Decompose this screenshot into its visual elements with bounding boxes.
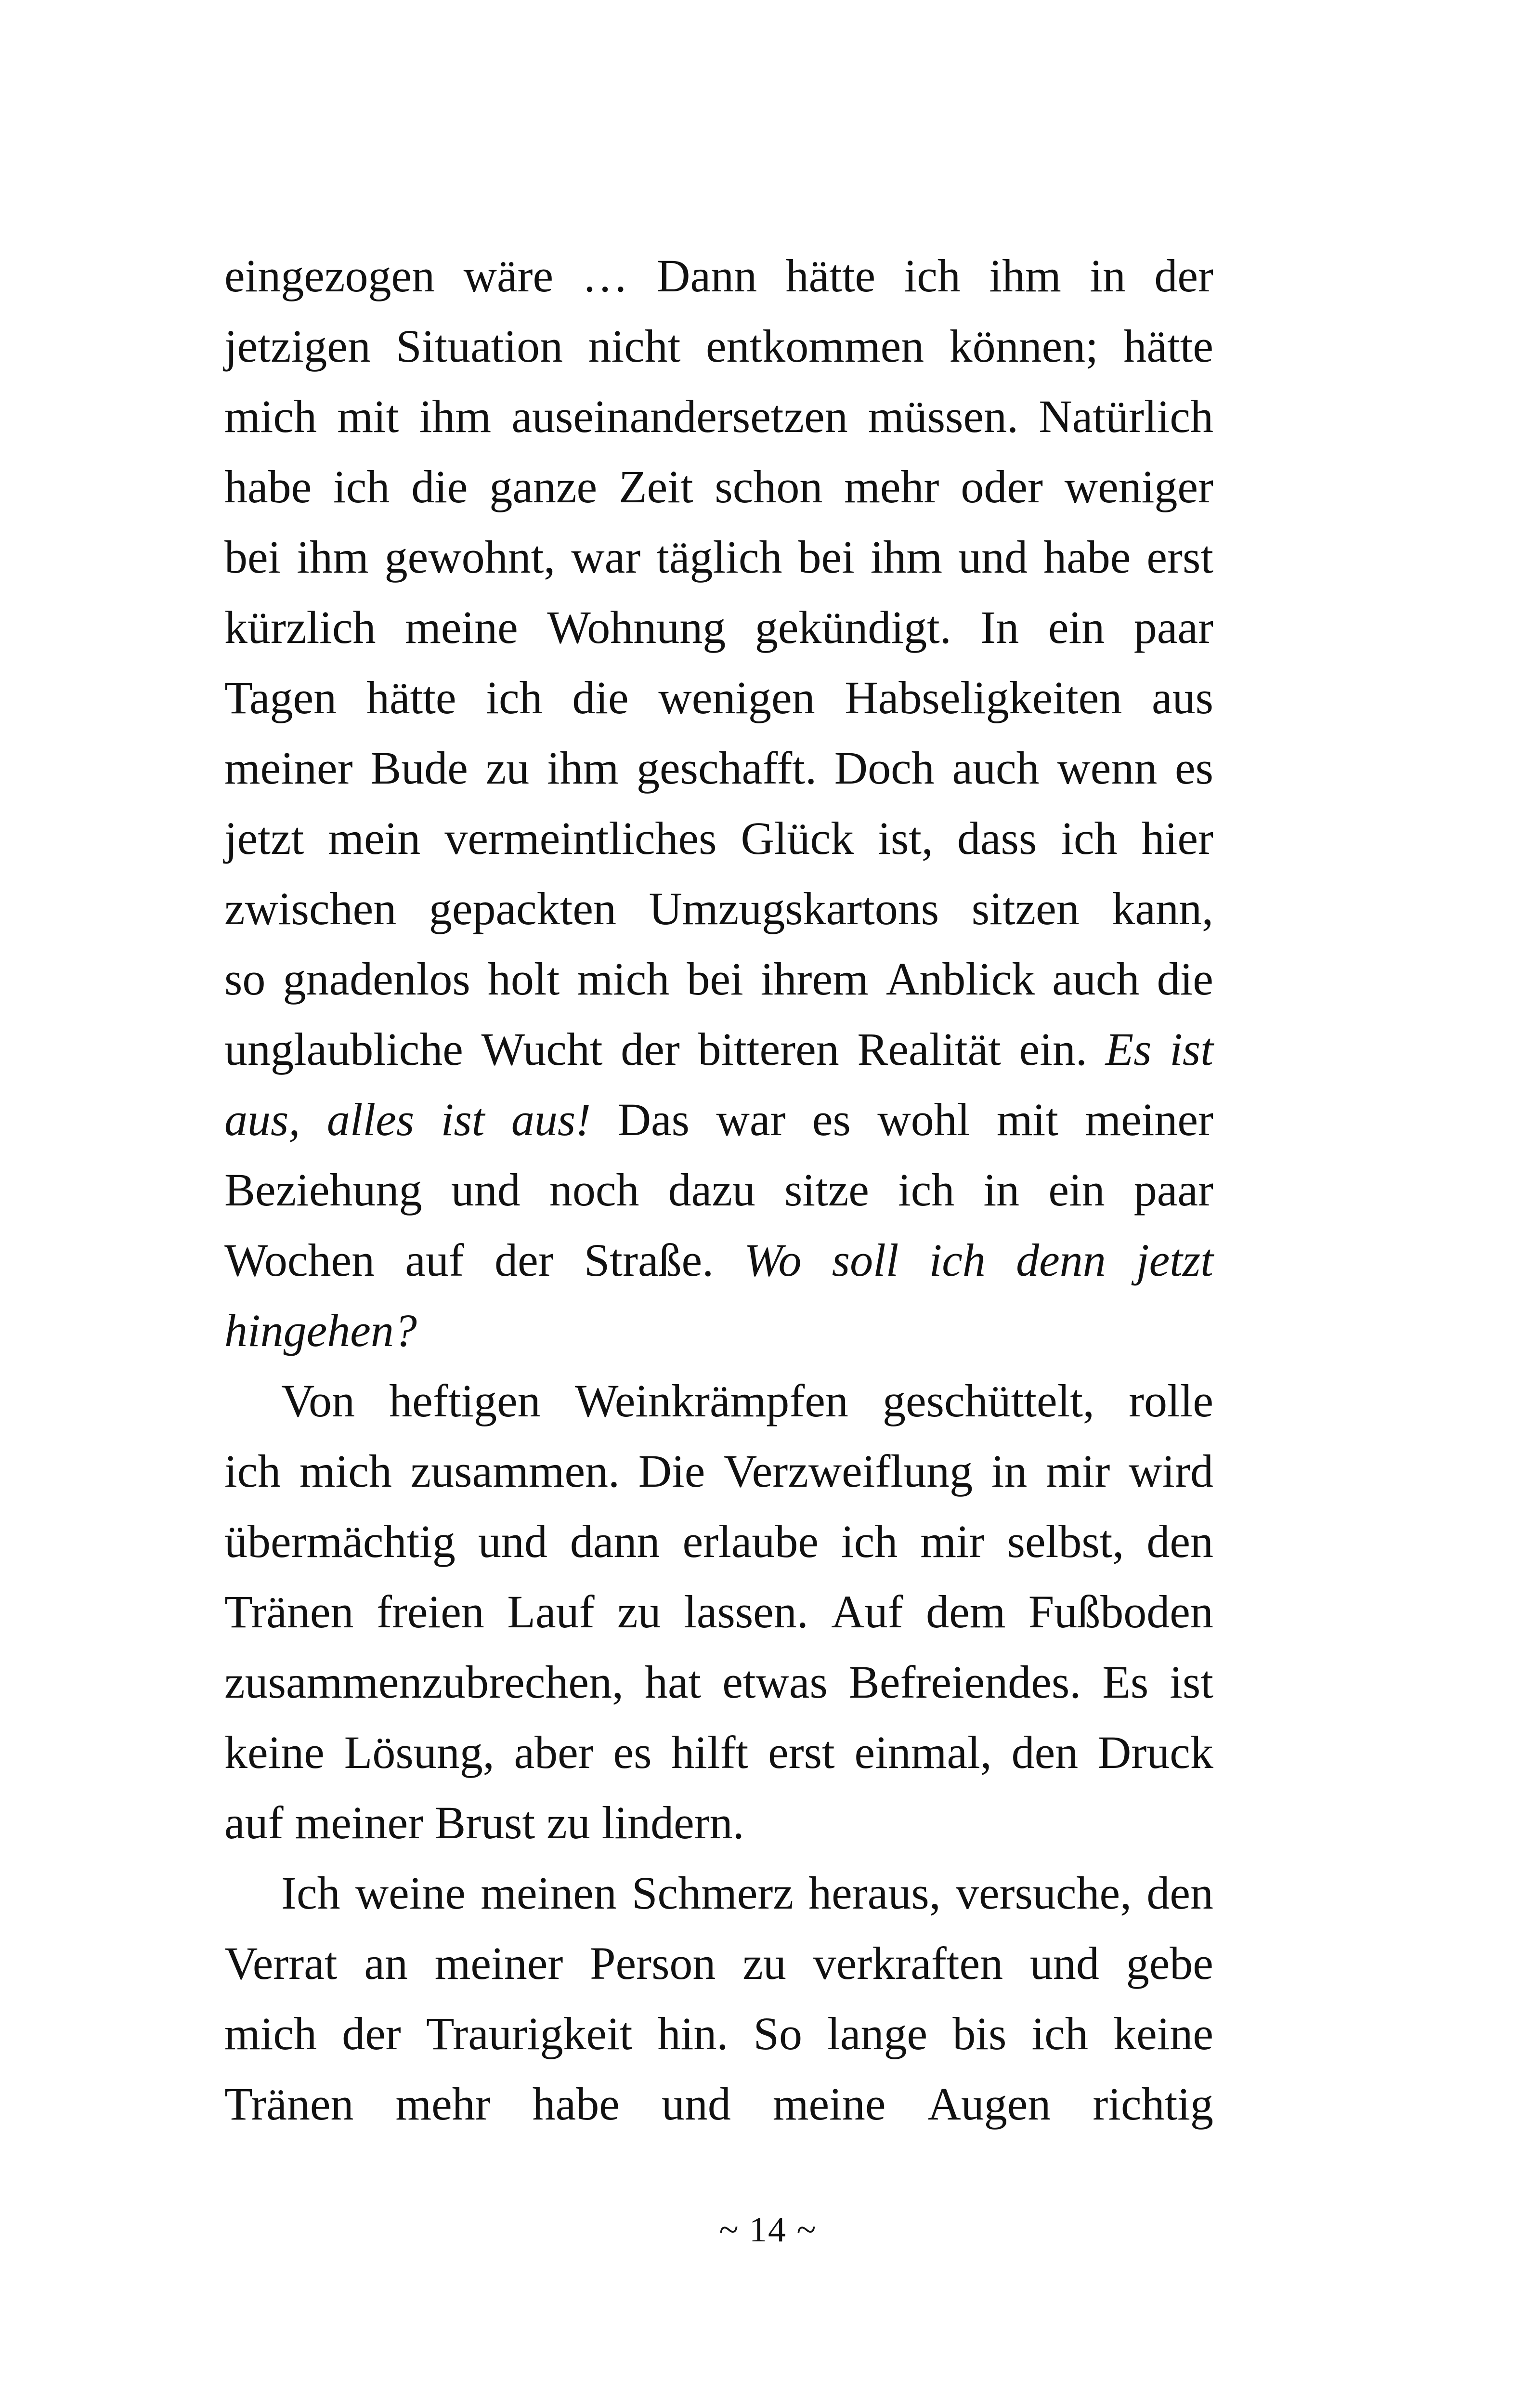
word: heraus,	[808, 1867, 941, 1919]
word: In	[980, 602, 1019, 653]
word: Doch	[834, 742, 935, 794]
word: hat	[644, 1656, 702, 1708]
word: hätte	[785, 250, 876, 301]
word: jetzt	[224, 812, 304, 864]
text-line	[224, 1085, 1213, 1155]
word: ich	[841, 1516, 898, 1567]
word: Habseligkeiten	[845, 672, 1122, 723]
word: auch	[952, 742, 1040, 794]
word: geschafft.	[637, 742, 817, 794]
word: richtig	[1093, 2078, 1213, 2130]
word: mir	[920, 1516, 985, 1567]
word: in	[1090, 250, 1126, 301]
word: oder	[961, 461, 1043, 512]
word: erst	[768, 1727, 835, 1778]
word: verkraften	[813, 1937, 1003, 1989]
word: paar	[1133, 1164, 1213, 1216]
word: der	[342, 2008, 401, 2059]
word: Glück	[741, 812, 854, 864]
word: ihm	[419, 391, 492, 442]
word: ihm	[989, 250, 1061, 301]
word: selbst,	[1007, 1516, 1124, 1567]
word: mir	[1046, 1445, 1110, 1497]
word: es	[812, 1094, 851, 1145]
italic-word: aus,	[224, 1094, 300, 1145]
word: mit	[996, 1094, 1058, 1145]
word: …	[582, 250, 628, 301]
text-line	[224, 1788, 1213, 1858]
text-line	[224, 944, 1213, 1014]
word: meinen	[481, 1867, 617, 1919]
word: weniger	[1064, 461, 1213, 512]
word: ist	[1170, 1656, 1213, 1708]
word: gewohnt,	[384, 531, 556, 583]
word: erst	[1146, 531, 1213, 583]
word: die	[1157, 953, 1213, 1005]
word: Tränen	[224, 1586, 354, 1637]
text-line	[224, 1296, 1213, 1366]
word: keine	[1113, 2008, 1213, 2059]
word: Natürlich	[1039, 391, 1213, 442]
italic-text: hingehen?	[224, 1305, 417, 1356]
word: heftigen	[389, 1375, 541, 1426]
word: wenigen	[658, 672, 815, 723]
text-line	[224, 241, 1213, 311]
word: sitze	[784, 1164, 869, 1216]
word: Tagen	[224, 672, 337, 723]
word: Weinkrämpfen	[574, 1375, 848, 1426]
word: gepackten	[429, 883, 616, 934]
word: es	[613, 1727, 652, 1778]
text-line	[224, 874, 1213, 944]
text-line	[224, 1577, 1213, 1647]
word: war	[716, 1094, 786, 1145]
word: Umzugskartons	[649, 883, 939, 934]
word: in	[991, 1445, 1028, 1497]
word: einmal,	[854, 1727, 992, 1778]
body-text	[224, 241, 1213, 2139]
word: meiner	[434, 1937, 563, 1989]
word: auseinandersetzen	[511, 391, 848, 442]
word: Befreiendes.	[848, 1656, 1081, 1708]
word: Wohnung	[547, 602, 726, 653]
word: Von	[281, 1375, 355, 1426]
word: es	[1175, 742, 1213, 794]
word: gebe	[1126, 1937, 1213, 1989]
word: lassen.	[684, 1586, 808, 1637]
word: holt	[487, 953, 560, 1005]
word: Bude	[370, 742, 468, 794]
word: Situation	[396, 320, 563, 372]
word: lange	[827, 2008, 928, 2059]
word: dass	[957, 812, 1037, 864]
italic-word: ist	[1170, 1023, 1213, 1075]
word: die	[572, 672, 629, 723]
word: zusammenzubrechen,	[224, 1656, 624, 1708]
word: Dann	[657, 250, 757, 301]
word: der	[495, 1234, 554, 1286]
word: Straße.	[584, 1234, 714, 1286]
italic-word: denn	[1016, 1234, 1106, 1286]
word: dann	[570, 1516, 660, 1567]
word: So	[753, 2008, 802, 2059]
word: meiner	[224, 742, 353, 794]
word: dem	[926, 1586, 1006, 1637]
word: Augen	[927, 2078, 1051, 2130]
italic-word: aus!	[511, 1094, 591, 1145]
paragraph	[224, 1366, 1213, 1858]
word: zu	[485, 742, 530, 794]
word: Person	[590, 1937, 716, 1989]
word: sitzen	[971, 883, 1080, 934]
text-line	[224, 1014, 1213, 1085]
italic-word: ist	[441, 1094, 485, 1145]
text-line	[224, 663, 1213, 733]
word: dazu	[668, 1164, 755, 1216]
word: und	[958, 531, 1028, 583]
word: bei	[798, 531, 855, 583]
word: hin.	[657, 2008, 729, 2059]
text-segment: auf meiner Brust zu lindern.	[224, 1797, 744, 1848]
italic-word: Wo	[744, 1234, 802, 1286]
word: ich	[1061, 812, 1118, 864]
word: Traurigkeit	[426, 2008, 633, 2059]
word: Druck	[1097, 1727, 1213, 1778]
word: meiner	[1085, 1094, 1213, 1145]
word: an	[364, 1937, 408, 1989]
word: auf	[405, 1234, 464, 1286]
word: Verrat	[224, 1937, 338, 1989]
word: Die	[638, 1445, 705, 1497]
italic-word: jetzt	[1136, 1234, 1213, 1286]
word: ihm	[547, 742, 619, 794]
word: gnadenlos	[283, 953, 470, 1005]
word: jetzigen	[224, 320, 371, 372]
word: und	[1029, 1937, 1099, 1989]
word: mich	[224, 2008, 317, 2059]
word: hier	[1141, 812, 1213, 864]
word: ihrem	[760, 953, 869, 1005]
word: auch	[1052, 953, 1140, 1005]
word: aber	[514, 1727, 594, 1778]
word: aus	[1152, 672, 1213, 723]
word: Zeit	[618, 461, 693, 512]
word: Realität	[857, 1023, 1001, 1075]
word: vermeintliches	[444, 812, 717, 864]
word: Lauf	[507, 1586, 595, 1637]
word: ihm	[297, 531, 369, 583]
italic-word: alles	[326, 1094, 415, 1145]
word: zu	[742, 1937, 786, 1989]
word: war	[571, 531, 641, 583]
word: entkommen	[705, 320, 924, 372]
paragraph	[224, 241, 1213, 1366]
word: bei	[687, 953, 743, 1005]
word: Das	[617, 1094, 690, 1145]
italic-word: ich	[929, 1234, 986, 1286]
word: ganze	[489, 461, 598, 512]
text-line	[224, 1928, 1213, 1999]
word: Wochen	[224, 1234, 375, 1286]
text-line	[224, 522, 1213, 592]
word: habe	[532, 2078, 620, 2130]
word: den	[1146, 1867, 1213, 1919]
word: geschüttelt,	[883, 1375, 1094, 1426]
word: ich	[486, 672, 543, 723]
word: ihm	[870, 531, 943, 583]
page-number: ~ 14 ~	[719, 2210, 817, 2250]
word: Schmerz	[632, 1867, 794, 1919]
word: ich	[1031, 2008, 1088, 2059]
word: weine	[355, 1867, 466, 1919]
text-line	[224, 1506, 1213, 1577]
text-line	[224, 733, 1213, 803]
text-line	[224, 1717, 1213, 1788]
word: ist,	[878, 812, 933, 864]
text-line	[224, 1858, 1213, 1928]
word: gekündigt.	[755, 602, 951, 653]
word: kürzlich	[224, 602, 376, 653]
text-line	[224, 381, 1213, 452]
word: hilft	[671, 1727, 749, 1778]
word: Verzweiflung	[723, 1445, 973, 1497]
text-line	[224, 311, 1213, 381]
word: der	[1154, 250, 1213, 301]
word: ein	[1048, 1164, 1105, 1216]
word: mehr	[395, 2078, 491, 2130]
word: mich	[224, 391, 317, 442]
word: die	[411, 461, 468, 512]
word: bis	[952, 2008, 1007, 2059]
word: und	[661, 2078, 731, 2130]
word: müssen.	[868, 391, 1019, 442]
word: ich	[224, 1445, 281, 1497]
word: habe	[224, 461, 312, 512]
word: erlaube	[682, 1516, 819, 1567]
word: wenn	[1057, 742, 1158, 794]
word: habe	[1043, 531, 1131, 583]
word: Lösung,	[344, 1727, 495, 1778]
word: schon	[715, 461, 823, 512]
text-line	[224, 1225, 1213, 1296]
word: Auf	[831, 1586, 903, 1637]
word: zusammen.	[410, 1445, 620, 1497]
word: bitteren	[698, 1023, 839, 1075]
word: freien	[376, 1586, 484, 1637]
word: Ich	[281, 1867, 340, 1919]
word: wohl	[877, 1094, 970, 1145]
text-line	[224, 1999, 1213, 2069]
word: nicht	[588, 320, 681, 372]
word: in	[983, 1164, 1020, 1216]
word: eingezogen	[224, 250, 435, 301]
word: Wucht	[481, 1023, 603, 1075]
word: ein	[1048, 602, 1105, 653]
word: ich	[904, 250, 961, 301]
word: der	[621, 1023, 680, 1075]
word: zwischen	[224, 883, 397, 934]
word: und	[451, 1164, 521, 1216]
word: Tränen	[224, 2078, 354, 2130]
paragraph	[224, 1858, 1213, 2139]
text-line	[224, 1366, 1213, 1436]
word: können;	[949, 320, 1098, 372]
word: hätte	[366, 672, 456, 723]
word: Anblick	[885, 953, 1035, 1005]
word: zu	[617, 1586, 661, 1637]
word: Beziehung	[224, 1164, 422, 1216]
italic-word: Es	[1105, 1023, 1152, 1075]
word: noch	[549, 1164, 639, 1216]
word: Fußboden	[1028, 1586, 1213, 1637]
word: bei	[224, 531, 281, 583]
word: wäre	[463, 250, 554, 301]
word: übermächtig	[224, 1516, 456, 1567]
word: mehr	[844, 461, 939, 512]
word: so	[224, 953, 266, 1005]
text-line	[224, 592, 1213, 663]
text-line	[224, 1647, 1213, 1717]
text-line	[224, 1436, 1213, 1506]
word: keine	[224, 1727, 325, 1778]
word: mein	[328, 812, 421, 864]
word: mich	[299, 1445, 392, 1497]
word: Es	[1102, 1656, 1149, 1708]
word: den	[1011, 1727, 1079, 1778]
word: ich	[898, 1164, 955, 1216]
word: ein.	[1019, 1023, 1087, 1075]
text-line	[224, 803, 1213, 874]
word: rolle	[1129, 1375, 1213, 1426]
word: paar	[1133, 602, 1213, 653]
italic-word: soll	[832, 1234, 899, 1286]
word: ich	[333, 461, 390, 512]
word: unglaubliche	[224, 1023, 463, 1075]
word: wird	[1128, 1445, 1213, 1497]
text-line	[224, 1155, 1213, 1225]
word: mit	[337, 391, 399, 442]
word: versuche,	[955, 1867, 1132, 1919]
word: mich	[577, 953, 670, 1005]
word: täglich	[656, 531, 782, 583]
word: hätte	[1123, 320, 1213, 372]
word: meine	[405, 602, 518, 653]
word: etwas	[722, 1656, 828, 1708]
word: den	[1146, 1516, 1213, 1567]
text-line	[224, 452, 1213, 522]
word: und	[478, 1516, 547, 1567]
word: kann,	[1112, 883, 1213, 934]
word: meine	[772, 2078, 886, 2130]
text-line	[224, 2069, 1213, 2139]
